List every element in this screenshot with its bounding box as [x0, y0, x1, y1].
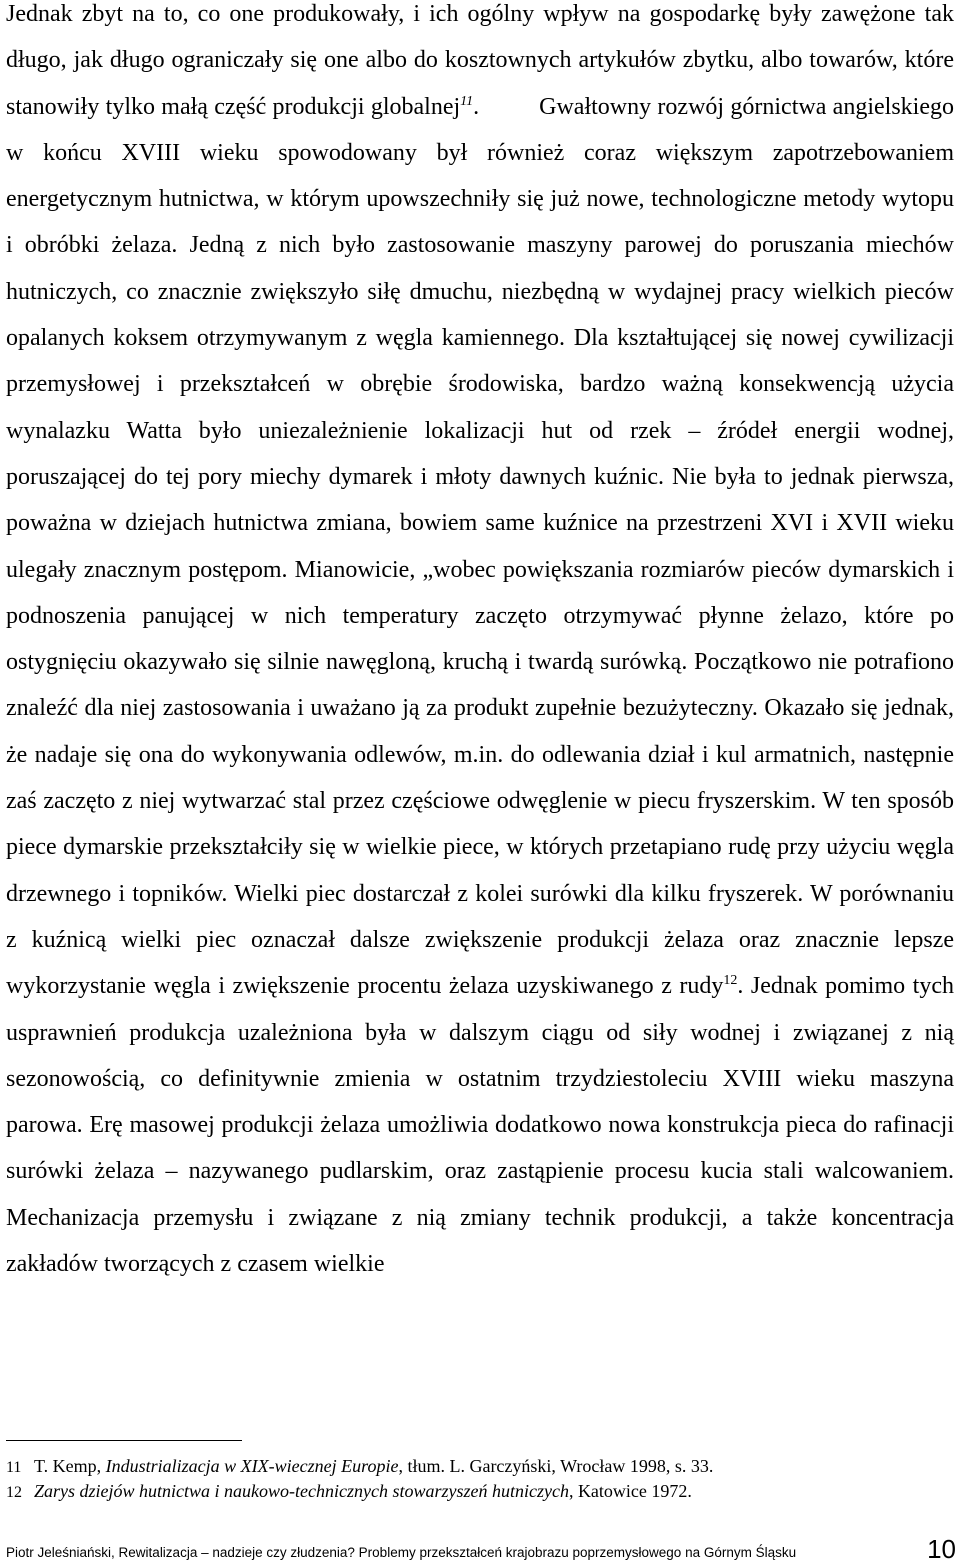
footnote-ref-12[interactable]: 12	[723, 973, 738, 989]
footnote-number: 12	[6, 1484, 22, 1501]
footnote-title: Zarys dziejów hutnictwa i naukowo-technicznych stowarzyszeń hutniczych	[34, 1481, 569, 1501]
body-text	[6, 0, 954, 1287]
footnote-11	[6, 1455, 954, 1479]
footnote-text: , tłum. L. Garczyński, Wrocław 1998, s. 33.	[398, 1456, 714, 1476]
running-footer: Piotr Jeleśniański, Rewitalizacja – nadzieje czy złudzenia? Problemy przekształceń krajobrazu poprzemysłowego na Górnym Śląsku	[6, 1545, 797, 1560]
footnote-ref-11[interactable]: 11	[460, 93, 474, 109]
paragraph-1-end: .	[473, 93, 480, 120]
page-number: 10	[927, 1534, 956, 1564]
footnote-number: 11	[6, 1459, 22, 1476]
footnote-separator	[6, 1440, 242, 1441]
footnote-title: Industrializacja w XIX-wiecznej Europie	[105, 1456, 399, 1476]
footnote-text: T. Kemp,	[34, 1456, 106, 1476]
paragraph-1: Jednak zbyt na to, co one produkowały, i ich ogólny wpływ na gospodarkę były zawężone tak długo, jak długo ograniczały się one albo do kosztownych artykułów zbytku, albo towarów, które stanowiły tylko małą część produkcji globalnej	[6, 1, 954, 120]
footnote-text: , Katowice 1972.	[568, 1481, 692, 1501]
footnote-12	[6, 1480, 954, 1504]
paragraph-2: Gwałtowny rozwój górnictwa angielskiego w końcu XVIII wieku spowodowany był również coraz większym zapotrzebowaniem energetycznym hutnictwa, w którym upowszechniły się już nowe, technologiczne metody wytopu i obróbki żelaza. Jedną z nich było zastosowanie maszyny parowej do poruszania miechów hutniczych, co znacznie zwiększyło siłę dmuchu, niezbędną w wydajnej pracy wielkich pieców opalanych koksem otrzymywanym z węgla kamiennego. Dla kształtującej się nowej cywilizacji przemysłowej i przekształceń w obrębie środowiska, bardzo ważną konsekwencją użycia wynalazku Watta było uniezależnienie lokalizacji hut od rzek – źródeł energii wodnej, poruszającej do tej pory miechy dymarek i młoty dawnych kuźnic. Nie była to jednak pierwsza, poważna w dziejach hutnictwa zmiana, bowiem same kuźnice na przestrzeni XVI i XVII wieku ulegały znacznym postępom. Mianowicie, „wobec powiększania rozmiarów pieców dymarskich i podnoszenia panującej w nich temperatury zaczęto otrzymywać płynne żelazo, które po ostygnięciu okazywało się silnie nawęgloną, kruchą i twardą surówką. Początkowo nie potrafiono znaleźć dla niej zastosowania i uważano ją za produkt zupełnie bezużyteczny. Okazało się jednak, że nadaje się ona do wykonywania odlewów, m.in. do odlewania dział i kul armatnich, następnie zaś zaczęto z niej wytwarzać stal przez częściowe odwęglenie w piecu fryszerskim. W ten sposób piece dymarskie przekształciły się w wielkie piece, w których przetapiano rudę przy użyciu węgla drzewnego i topników. Wielki piec dostarczał z kolei surówki dla kilku fryszerek. W porównaniu z kuźnicą wielki piec oznaczał dalsze zwiększenie produkcji żelaza oraz znacznie lepsze wykorzystanie węgla i zwiększenie procentu żelaza uzyskiwanego z rudy	[6, 93, 954, 1000]
paragraph-2-continued: . Jednak pomimo tych usprawnień produkcja uzależniona była w dalszym ciągu od siły wodnej i związanej z nią sezonowością, co definitywnie zmienia w ostatnim trzydziestoleciu XVIII wieku maszyna parowa. Erę masowej produkcji żelaza umożliwia dodatkowo nowa konstrukcja pieca do rafinacji surówki żelaza – nazywanego pudlarskim, oraz zastąpienie procesu kucia stali walcowaniem. Mechanizacja przemysłu i związane z nią zmiany technik produkcji, a także koncentracja zakładów tworzących z czasem wielkie	[6, 973, 954, 1278]
